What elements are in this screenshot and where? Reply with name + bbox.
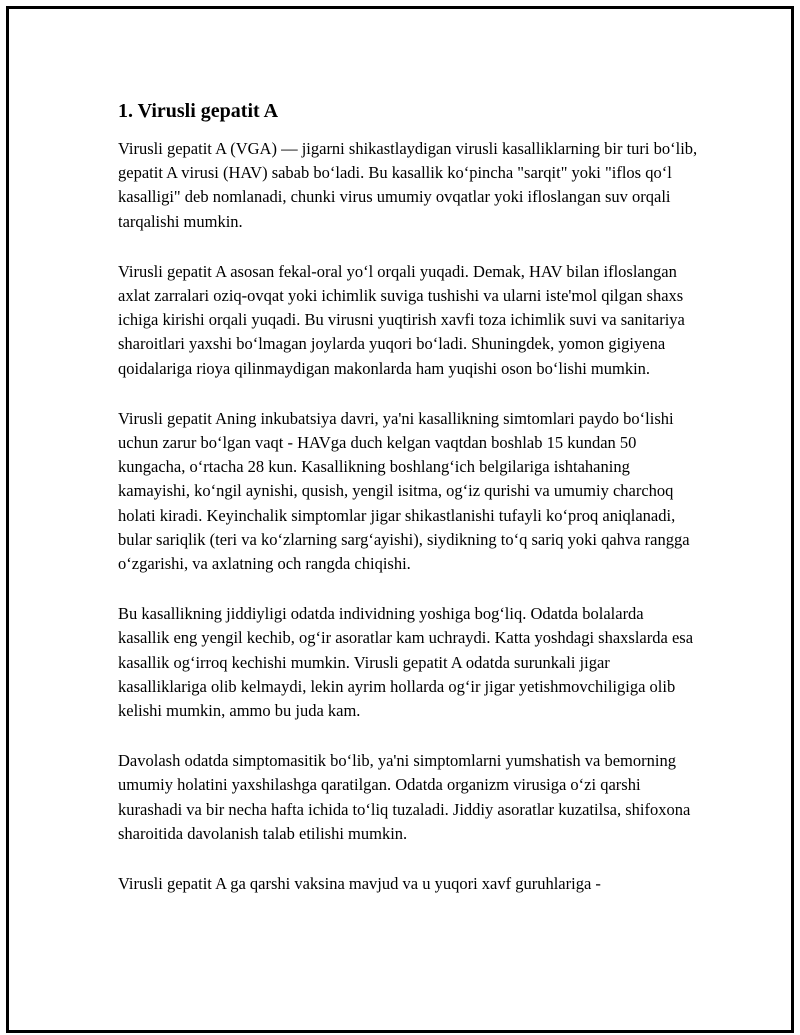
document-title: 1. Virusli gepatit A — [118, 100, 279, 122]
paragraph-severity: Bu kasallikning jiddiyligi odatda individning yoshiga bog‘liq. Odatda bolalarda kasallik eng yengil kechib, og‘ir asoratlar kam uchraydi. Katta yoshdagi shaxslarda esa kasallik og‘irroq kechishi mumkin. Virusli gepatit A odatda surunkali jigar kasalliklariga olib kelmaydi, lekin ayrim hollarda og‘ir jigar yetishmovchiligiga olib kelishi mumkin, ammo bu juda kam. — [118, 604, 694, 721]
document-body — [118, 97, 698, 896]
paragraph-transmission: Virusli gepatit A asosan fekal-oral yo‘l orqali yuqadi. Demak, HAV bilan ifloslangan axlat zarralari oziq-ovqat yoki ichimlik suviga tushishi va ularni iste'mol qilgan shaxs ichiga kirishi orqali yuqadi. Bu virusni yuqtirish xavfi toza ichimlik suvi va sanitariya sharoitlari yaxshi bo‘lmagan joylarda yuqori bo‘ladi. Shuningdek, yomon gigiyena qoidalariga rioya qilinmaydigan makonlarda ham yuqishi oson bo‘lishi mumkin. — [118, 261, 685, 378]
paragraph-treatment: Davolash odatda simptomasitik bo‘lib, ya'ni simptomlarni yumshatish va bemorning umumiy holatini yaxshilashga qaratilgan. Odatda organizm virusiga o‘zi qarshi kurashadi va bir necha hafta ichida to‘liq tuzaladi. Jiddiy asoratlar kuzatilsa, shifoxona sharoitida davolanish talab etilishi mumkin. — [118, 751, 691, 843]
page-frame — [6, 6, 794, 1033]
paragraph-intro: Virusli gepatit A (VGA) — jigarni shikastlaydigan virusli kasalliklarning bir turi bo‘lib, gepatit A virusi (HAV) sabab bo‘ladi. Bu kasallik ko‘pincha "sarqit" yoki "iflos qo‘l kasalligi" deb nomlanadi, chunki virus umumiy ovqatlar yoki ifloslangan suv orqali tarqalishi mumkin. — [118, 139, 698, 231]
paragraph-symptoms: Virusli gepatit Aning inkubatsiya davri, ya'ni kasallikning simtomlari paydo bo‘lishi uchun zarur bo‘lgan vaqt - HAVga duch kelgan vaqtdan boshlab 15 kundan 50 kungacha, o‘rtacha 28 kun. Kasallikning boshlang‘ich belgilariga ishtahaning kamayishi, ko‘ngil aynishi, qusish, yengil isitma, og‘iz qurishi va umumiy charchoq holati kiradi. Keyinchalik simptomlar jigar shikastlanishi tufayli ko‘proq aniqlanadi, bular sariqlik (teri va ko‘zlarning sarg‘ayishi), siydikning to‘q sariq yoki qahva rangga o‘zgarishi, va axlatning och rangda chiqishi. — [118, 408, 690, 574]
paragraph-vaccine: Virusli gepatit A ga qarshi vaksina mavjud va u yuqori xavf guruhlariga - — [118, 874, 601, 894]
